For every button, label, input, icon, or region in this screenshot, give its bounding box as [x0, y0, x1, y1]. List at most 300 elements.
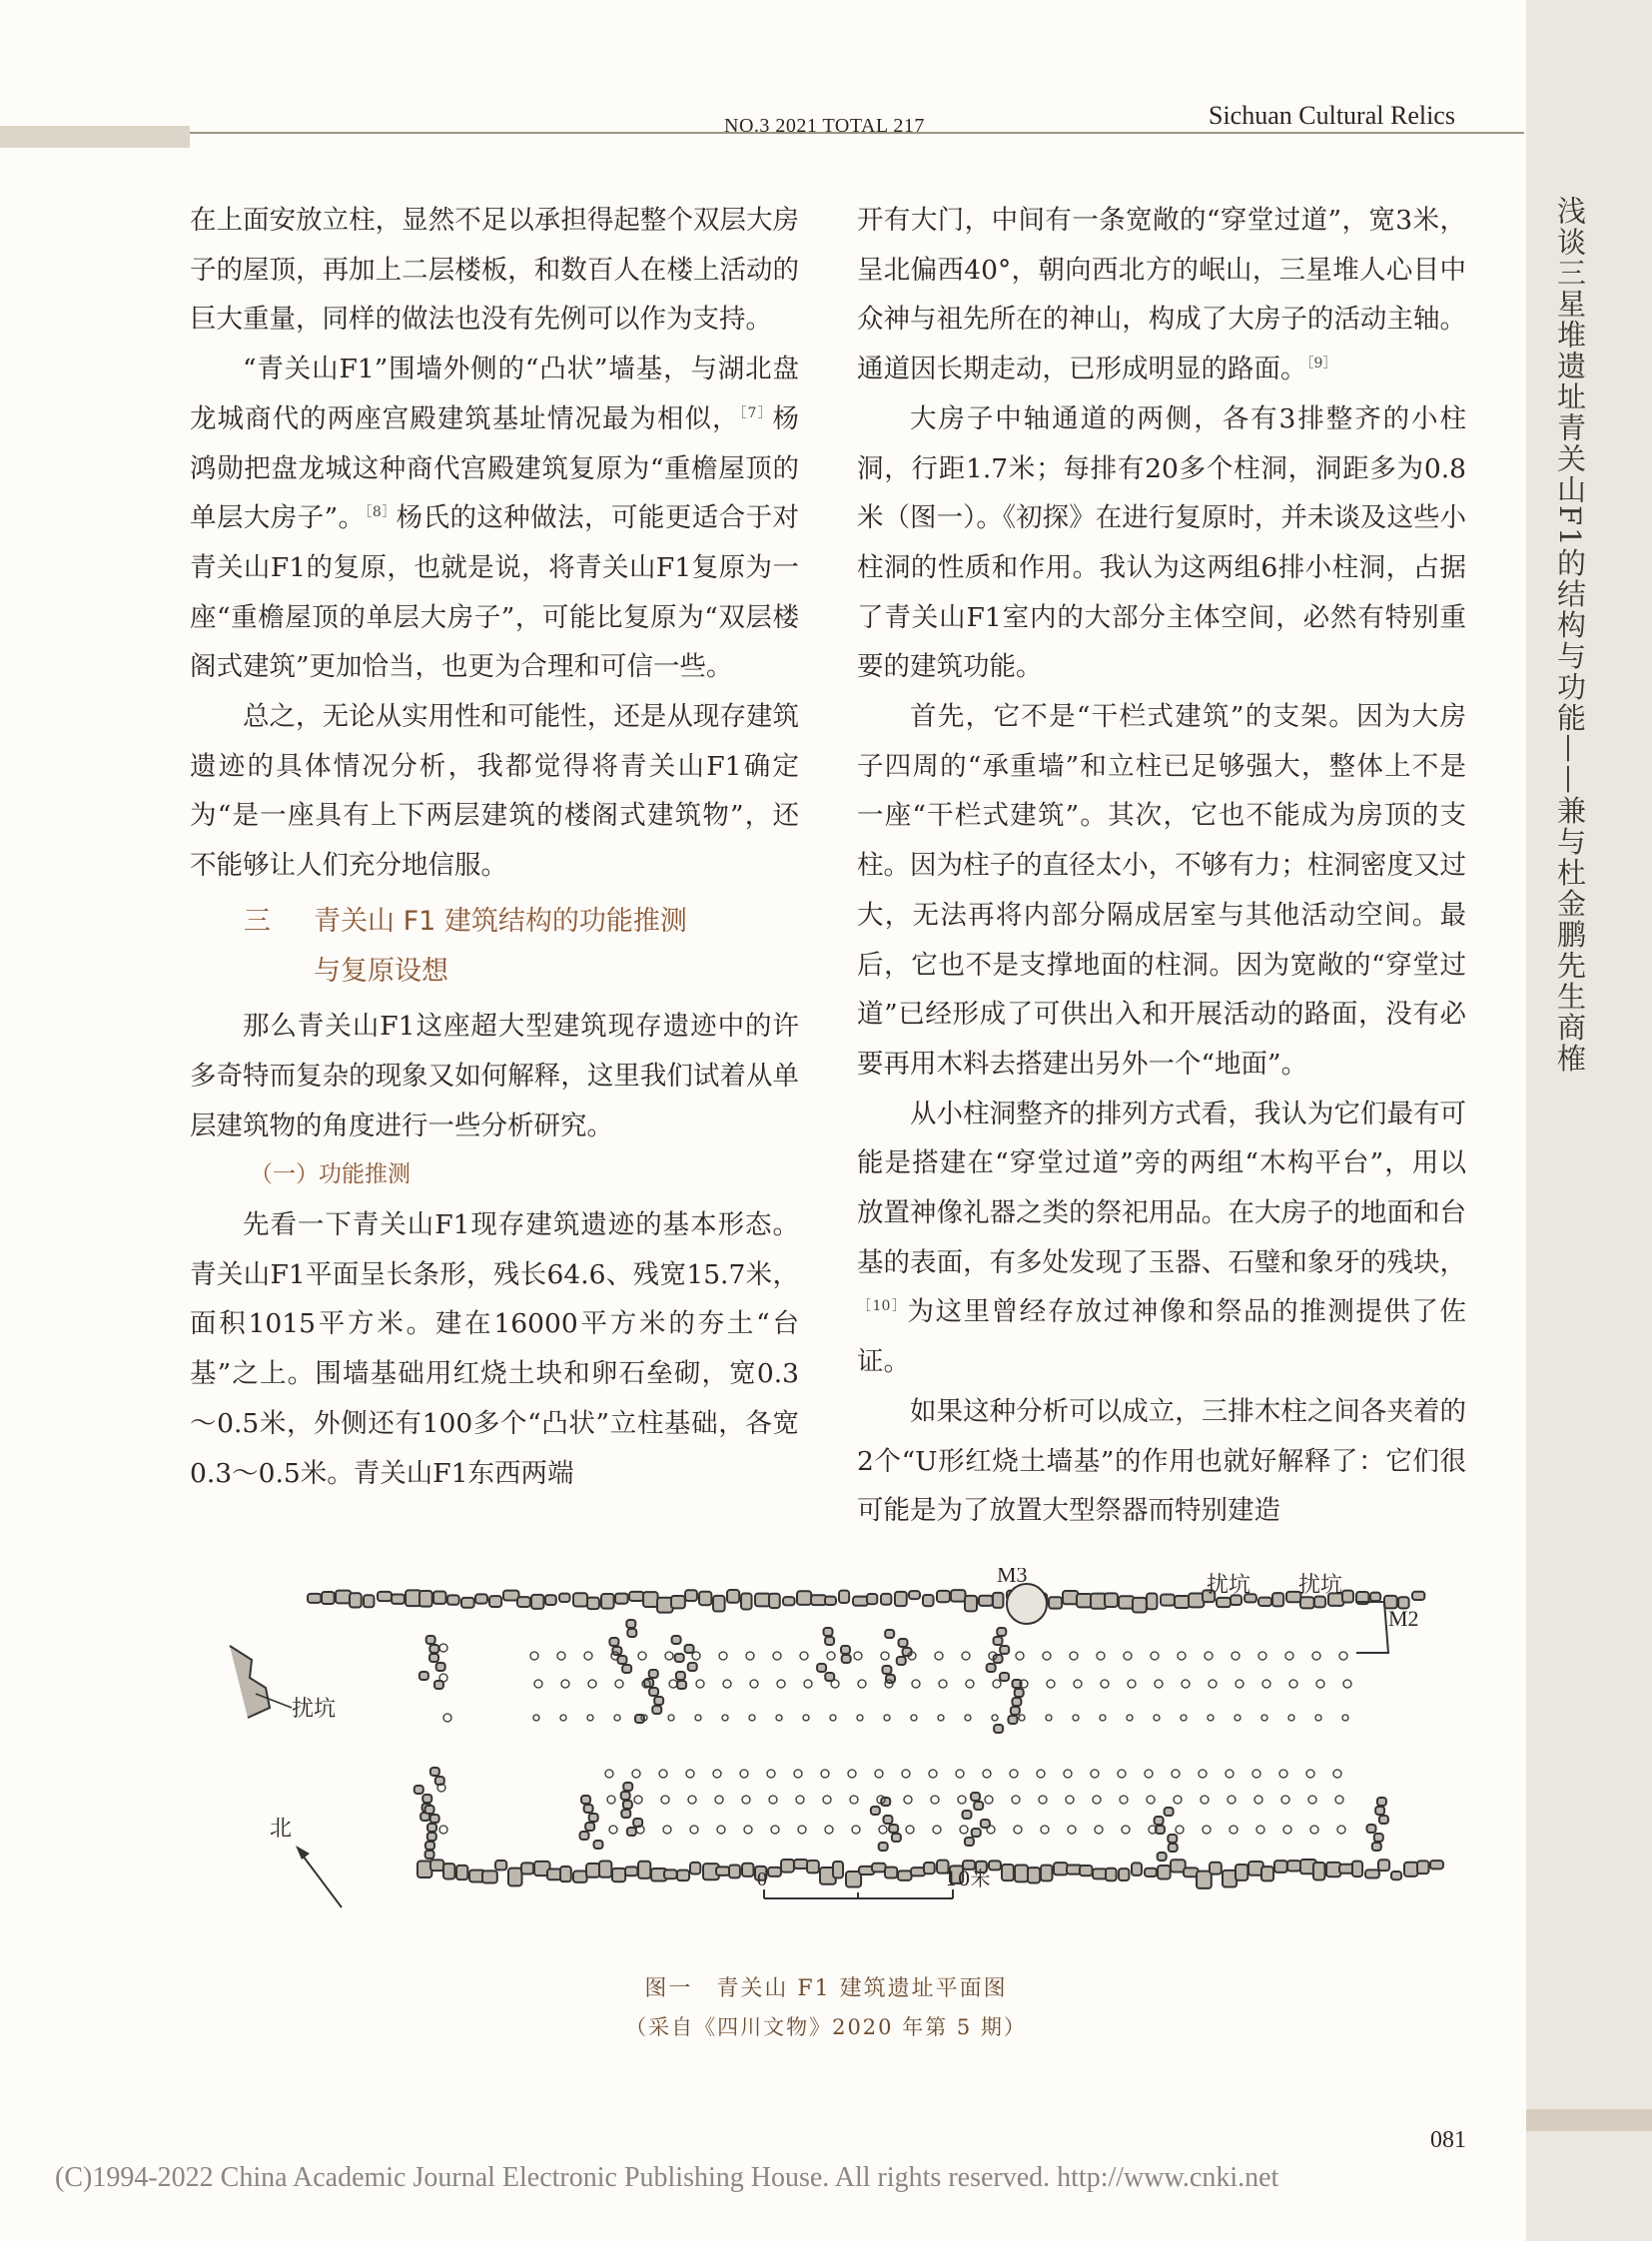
wall-stone [378, 1592, 392, 1601]
paragraph: 总之，无论从实用性和可能性，还是从现存建筑遗迹的具体情况分析，我都觉得将青关山F1确定为“是一座具有上下两层建筑的楼阁式建筑物”，还不能够让人们充分地信服。 [190, 701, 799, 882]
post-hole [985, 1796, 993, 1804]
wall-stone [1404, 1863, 1417, 1876]
wall-stone [1028, 1868, 1040, 1882]
wall-stone [1161, 1594, 1175, 1605]
section-title-line-1: 青关山 F1 建筑结构的功能推测 [314, 905, 687, 937]
post-hole [668, 1715, 674, 1721]
post-hole [723, 1680, 731, 1688]
post-hole [1016, 1652, 1024, 1660]
wall-stone [429, 1645, 438, 1653]
post-hole [1047, 1680, 1055, 1688]
post-hole [669, 1680, 677, 1688]
wall-stone [621, 1792, 630, 1800]
header-accent-bar [0, 126, 190, 148]
post-hole [1205, 1652, 1213, 1660]
wall-stone [425, 1851, 434, 1859]
wall-stone [841, 1646, 850, 1654]
wall-stone [350, 1593, 362, 1607]
post-hole [825, 1826, 833, 1834]
wall-stone [429, 1654, 438, 1662]
post-hole [1339, 1652, 1347, 1660]
post-hole [956, 1770, 964, 1778]
wall-stone [425, 1806, 434, 1814]
post-hole [1343, 1680, 1351, 1688]
wall-stone [979, 1596, 993, 1606]
post-hole [1124, 1652, 1132, 1660]
wall-stone [495, 1861, 506, 1869]
post-hole [912, 1680, 920, 1688]
wall-stone [1417, 1861, 1429, 1873]
wall-stone [1375, 1807, 1384, 1815]
post-hole [663, 1826, 671, 1834]
scale-end-label: 10米 [945, 1867, 991, 1890]
wall-stone [587, 1598, 599, 1610]
wall-stone [923, 1595, 934, 1606]
wall-stone [823, 1628, 832, 1636]
wall-stone [965, 1838, 974, 1846]
post-hole [439, 1826, 447, 1834]
post-hole [933, 1826, 941, 1834]
wall-stone [1370, 1593, 1380, 1601]
post-hole [1012, 1796, 1020, 1804]
wall-stone [1080, 1866, 1093, 1875]
post-hole [939, 1680, 947, 1688]
wall-stone [585, 1823, 594, 1831]
wall-stone [1272, 1593, 1283, 1606]
wall-stone [672, 1636, 681, 1644]
post-hole [1174, 1796, 1182, 1804]
issue-line: NO.3 2021 TOTAL 217 [724, 115, 925, 137]
post-hole [1041, 1826, 1049, 1834]
wall-stone [699, 1592, 711, 1605]
post-hole [1066, 1796, 1074, 1804]
post-hole [850, 1796, 858, 1804]
scale-zero-label: 0 [757, 1868, 767, 1890]
wall-stone [443, 1864, 454, 1878]
wall-stone [807, 1861, 819, 1872]
wall-stone [899, 1639, 908, 1647]
wall-stone [1430, 1861, 1443, 1868]
wall-stone [853, 1597, 868, 1606]
site-plan-figure [190, 1568, 1468, 1937]
post-hole [742, 1796, 750, 1804]
wall-stone [573, 1593, 587, 1606]
wall-stone [974, 1802, 983, 1810]
post-hole [857, 1715, 863, 1721]
section-heading [190, 897, 799, 996]
wall-stone [531, 1595, 543, 1609]
post-hole [692, 1652, 700, 1660]
wall-stone [989, 1861, 1001, 1869]
wall-stone [867, 1594, 877, 1604]
wall-stone [817, 1664, 826, 1672]
wall-stone [621, 1810, 630, 1818]
post-hole [744, 1826, 752, 1834]
post-hole [1333, 1770, 1341, 1778]
figure-caption: 图一 青关山 F1 建筑遗址平面图 [644, 1976, 1008, 2001]
wall-stone [871, 1807, 880, 1815]
wall-stone [951, 1590, 966, 1602]
post-hole [690, 1826, 698, 1834]
text-run: “青关山F1”围墙外侧的“凸状”墙基，与湖北盘龙城商代的两座宫殿建筑基址情况最为相似， [190, 354, 799, 434]
wall-stone [599, 1861, 611, 1876]
post-hole [1335, 1796, 1343, 1804]
post-hole [1145, 1770, 1153, 1778]
post-hole [1128, 1680, 1136, 1688]
wall-stone [517, 1597, 530, 1607]
wall-stone [584, 1805, 593, 1813]
wall-stone [1236, 1865, 1247, 1880]
post-hole [749, 1715, 755, 1721]
post-hole [688, 1796, 696, 1804]
wall-stone [885, 1868, 897, 1878]
wall-stone [1041, 1866, 1053, 1881]
citation-ref[interactable]: ［7］ [739, 404, 773, 421]
wall-stone [783, 1597, 795, 1605]
post-hole [750, 1680, 758, 1688]
wall-stone [601, 1594, 614, 1609]
post-hole [992, 1715, 998, 1721]
text-run: 为这里曾经存放过神像和祭品的推测提供了佐证。 [857, 1296, 1466, 1378]
post-hole [605, 1770, 613, 1778]
post-hole [1312, 1652, 1320, 1660]
wall-stone [889, 1825, 898, 1833]
wall-stone [322, 1592, 335, 1604]
section-title-line-2: 与复原设想 [314, 955, 448, 987]
wall-stone [690, 1863, 700, 1874]
post-hole [722, 1715, 728, 1721]
wall-stone [677, 1870, 689, 1880]
wall-stone [1379, 1816, 1388, 1824]
post-hole [1256, 1826, 1264, 1834]
wall-stone [994, 1725, 1003, 1733]
post-hole [993, 1680, 1001, 1688]
figure-source: （采自《四川文物》2020 年第 5 期） [625, 2015, 1027, 2039]
post-hole [983, 1770, 991, 1778]
post-hole [584, 1652, 592, 1660]
post-hole [1073, 1715, 1079, 1721]
post-hole [1074, 1680, 1082, 1688]
post-hole [1285, 1652, 1293, 1660]
post-hole [665, 1652, 673, 1660]
wall-stone [1132, 1863, 1142, 1875]
wall-stone [881, 1594, 891, 1605]
wall-stone [489, 1596, 501, 1607]
post-hole [1037, 1770, 1045, 1778]
post-hole [821, 1770, 829, 1778]
wall-stone [1015, 1689, 1024, 1697]
wall-stone [971, 1793, 980, 1801]
paragraph [857, 196, 1466, 394]
wall-stone [425, 1842, 434, 1850]
wall-stone [671, 1596, 685, 1608]
wall-stone [713, 1596, 725, 1612]
post-hole [614, 1715, 620, 1721]
west-wall-fragment [230, 1646, 270, 1718]
wall-stone [994, 1637, 1003, 1645]
post-hole [777, 1680, 785, 1688]
wall-stone [879, 1843, 888, 1851]
wall-stone [364, 1595, 374, 1607]
scale-bar [764, 1889, 953, 1898]
post-hole [740, 1770, 748, 1778]
post-hole [904, 1796, 912, 1804]
wall-stone [892, 1834, 901, 1842]
running-title: 浅谈三星堆遗址青关山F1的结构与功能——兼与杜金鹏先生商榷 [1553, 196, 1587, 1075]
post-hole [803, 1715, 809, 1721]
post-hole [659, 1770, 667, 1778]
paragraph: 先看一下青关山F1现存建筑遗迹的基本形态。青关山F1平面呈长条形，残长64.6、残宽15.7米，面积1015平方米。建在16000平方米的夯土“台基”之上。围墙基础用红烧土块和卵石垒砌，宽0.3～0.5米，外侧还有100多个“凸状”立柱基础，各宽0.3～0.5米。青关山F1东西两端 [190, 1209, 799, 1489]
post-hole [767, 1770, 775, 1778]
post-hole [1254, 1796, 1262, 1804]
wall-stone [685, 1645, 694, 1653]
wall-stone [1008, 1716, 1017, 1724]
post-hole [769, 1796, 777, 1804]
wall-stone [419, 1591, 432, 1607]
wall-stone [885, 1630, 894, 1638]
north-arrow-icon [296, 1846, 342, 1907]
post-hole [439, 1644, 447, 1652]
post-hole [1120, 1796, 1128, 1804]
wall-stone [987, 1664, 996, 1672]
wall-stone [1012, 1698, 1021, 1706]
post-hole [1095, 1826, 1103, 1834]
wall-stone [1147, 1594, 1157, 1610]
wall-stone [1352, 1862, 1362, 1876]
wall-stone [886, 1675, 895, 1683]
wall-stone [654, 1697, 663, 1705]
post-hole [879, 1826, 887, 1834]
post-hole [965, 1715, 971, 1721]
post-hole [1281, 1796, 1289, 1804]
post-hole [1209, 1680, 1217, 1688]
wall-stone [794, 1860, 808, 1868]
post-hole [1252, 1770, 1260, 1778]
wall-stone [1133, 1598, 1147, 1613]
left-column [190, 196, 799, 1498]
wall-stone [1158, 1866, 1171, 1878]
wall-stone [456, 1866, 467, 1879]
post-hole [1226, 1770, 1234, 1778]
post-hole [1316, 1680, 1324, 1688]
post-hole [911, 1715, 917, 1721]
wall-stone [1049, 1597, 1062, 1608]
paragraph: 首先，它不是“干栏式建筑”的支架。因为大房子四周的“承重墙”和立柱已足够强大，整体上不是一座“干栏式建筑”。其次，它也不能成为房顶的支柱。因为柱子的直径太小，不够有力；柱洞密度又过大，无法再将内部分隔成居室与其他活动空间。最后，它也不是支撑地面的柱洞。因为宽敞的“穿堂过道”已经形成了可供出入和开展活动的路面，没有必要再用木料去搭建出另外一个“地面”。 [857, 701, 1466, 1080]
post-hole [1203, 1826, 1211, 1834]
citation-ref[interactable]: ［8］ [365, 504, 397, 521]
wall-stone [336, 1591, 351, 1604]
post-hole [1306, 1770, 1314, 1778]
wall-stone [881, 1798, 890, 1806]
wall-stone [676, 1672, 685, 1680]
post-hole [1288, 1715, 1294, 1721]
post-hole [534, 1680, 542, 1688]
wall-stone [419, 1672, 428, 1680]
paragraph [857, 1090, 1466, 1387]
post-hole [804, 1680, 812, 1688]
paragraph: 在上面安放立柱，显然不足以承担得起整个双层大房子的屋顶，再加上二层楼板，和数百人在楼上活动的巨大重量，同样的做法也没有先例可以作为支持。 [190, 205, 799, 336]
wall-stone [797, 1591, 811, 1605]
wall-stone [589, 1814, 598, 1822]
post-hole [695, 1715, 701, 1721]
wall-stone [1169, 1844, 1178, 1852]
copyright-notice: (C)1994-2022 China Academic Journal Electronic Publishing House. All rights reserved. http://www.cnki.net [55, 2162, 1279, 2193]
wall-stone [1287, 1861, 1300, 1870]
post-hole [686, 1770, 694, 1778]
post-hole [1100, 1715, 1106, 1721]
wall-stone [1197, 1871, 1212, 1888]
wall-stone [615, 1594, 628, 1604]
wall-stone [1367, 1825, 1376, 1833]
post-hole [1308, 1796, 1316, 1804]
citation-ref[interactable]: ［10］ [857, 1298, 908, 1315]
wall-stone [414, 1786, 423, 1794]
post-hole [1010, 1770, 1018, 1778]
post-hole [852, 1826, 860, 1834]
post-hole [938, 1715, 944, 1721]
wall-stone [1314, 1597, 1325, 1608]
wall-stone [427, 1824, 436, 1832]
post-hole [1147, 1796, 1155, 1804]
wall-stone [937, 1591, 950, 1602]
post-hole [719, 1652, 727, 1660]
text-run: 杨鸿勋把盘龙城这种商代宫殿建筑复原为“重檐屋顶的单层大房子”。 [190, 402, 799, 534]
wall-stone [1119, 1868, 1129, 1880]
post-hole [776, 1715, 782, 1721]
post-hole [1201, 1796, 1209, 1804]
wall-stone [1372, 1843, 1381, 1851]
post-hole [1151, 1652, 1159, 1660]
post-hole [1155, 1680, 1163, 1688]
post-hole [771, 1826, 779, 1834]
post-hole [1118, 1770, 1126, 1778]
post-hole [588, 1680, 596, 1688]
post-hole [854, 1652, 862, 1660]
wall-stone [1105, 1593, 1118, 1607]
post-hole [1093, 1796, 1101, 1804]
wall-stone [742, 1864, 753, 1876]
post-hole [1262, 1680, 1270, 1688]
wall-stone [426, 1636, 435, 1644]
wall-stone [612, 1647, 621, 1655]
wall-stone [625, 1867, 637, 1875]
wall-stone [1412, 1592, 1424, 1600]
wall-stone [963, 1811, 972, 1819]
wall-stone [1313, 1863, 1324, 1879]
wall-stone [475, 1594, 487, 1603]
post-hole [609, 1826, 617, 1834]
wall-stone [623, 1801, 632, 1809]
wall-stone [573, 1871, 587, 1882]
citation-ref[interactable]: ［9］ [1306, 356, 1337, 373]
wall-stone [781, 1860, 794, 1872]
wall-stone [997, 1628, 1006, 1636]
post-hole [929, 1770, 937, 1778]
post-hole [587, 1715, 593, 1721]
paragraph [190, 345, 799, 692]
journal-name: Sichuan Cultural Relics [1209, 101, 1455, 130]
post-hole [632, 1770, 640, 1778]
wall-stone [447, 1595, 459, 1604]
paragraph: 大房子中轴通道的两侧，各有3排整齐的小柱洞，行距1.7米；每排有20多个柱洞，洞距多为0.8米（图一）。《初探》在进行复原时，并未谈及这些小柱洞的性质和作用。我认为这两组6排小柱洞，占据了青关山F1室内的大部分主体空间，必然有特别重要的建筑功能。 [857, 402, 1466, 683]
post-hole [1178, 1652, 1186, 1660]
post-hole [1283, 1826, 1291, 1834]
post-hole [561, 1680, 569, 1688]
post-hole [881, 1652, 889, 1660]
wall-stone [433, 1592, 446, 1604]
wall-stone [883, 1816, 892, 1824]
post-hole [1279, 1770, 1287, 1778]
post-hole [533, 1715, 539, 1721]
post-hole [800, 1652, 808, 1660]
post-hole [1046, 1715, 1052, 1721]
post-hole [1064, 1770, 1072, 1778]
right-column [857, 196, 1466, 1536]
post-hole [1154, 1715, 1160, 1721]
post-hole [1172, 1770, 1180, 1778]
wall-stone [741, 1594, 752, 1610]
wall-stone [675, 1654, 684, 1662]
post-hole [1228, 1796, 1236, 1804]
post-hole [1181, 1715, 1187, 1721]
wall-stone [430, 1815, 439, 1823]
wall-stone [755, 1594, 770, 1607]
wall-stone [1015, 1866, 1028, 1882]
wall-stone [1168, 1835, 1177, 1843]
post-hole [931, 1796, 939, 1804]
wall-stone [1274, 1861, 1287, 1872]
wall-stone [1155, 1817, 1164, 1825]
post-hole [439, 1674, 447, 1682]
post-hole [960, 1826, 968, 1834]
wall-stone [1365, 1869, 1379, 1877]
post-hole [715, 1796, 723, 1804]
wall-stone [1217, 1598, 1231, 1607]
post-hole [966, 1680, 974, 1688]
wall-stone [825, 1597, 836, 1605]
post-hole [1199, 1770, 1207, 1778]
post-hole [1176, 1826, 1184, 1834]
post-hole [560, 1715, 566, 1721]
wall-stone [436, 1663, 445, 1671]
text-run: 杨氏的这种做法，可能更适合于对青关山F1的复原，也就是说，将青关山F1复原为一座“重檐屋顶的单层大房子”，可能比复原为“双层楼阁式建筑”更加恰当，也更为合理和可信一些。 [190, 502, 799, 683]
wall-stone [1261, 1867, 1273, 1880]
post-hole [1230, 1826, 1238, 1834]
post-hole [987, 1826, 995, 1834]
post-hole [1127, 1715, 1133, 1721]
wall-stone [839, 1591, 849, 1603]
wall-stone [580, 1832, 589, 1840]
post-hole [906, 1826, 914, 1834]
post-hole [713, 1770, 721, 1778]
post-hole [557, 1652, 565, 1660]
paragraph: 如果这种分析可以成立，三排木柱之间各夹着的2个“U形红烧土墙基”的作用也就好解释了：它们很可能是为了放置大型祭器而特别建造 [857, 1395, 1466, 1527]
wall-stone [1374, 1834, 1383, 1842]
wall-stone [626, 1620, 635, 1628]
wall-stone [392, 1594, 405, 1603]
wall-stone [622, 1665, 631, 1673]
wall-stone [427, 1833, 436, 1841]
wall-stone [461, 1598, 474, 1608]
section-number: 三 [244, 905, 271, 937]
m3-label: M3 [997, 1568, 1028, 1587]
wall-stone [1158, 1853, 1167, 1861]
wall-stone [643, 1592, 658, 1607]
wall-stone [627, 1828, 636, 1836]
paragraph: 那么青关山F1这座超大型建筑现存遗迹中的许多奇特而复杂的现象又如何解释，这里我们试着从单层建筑物的角度进行一些分析研究。 [190, 1011, 799, 1141]
wall-stone [825, 1673, 834, 1681]
post-hole [1289, 1680, 1297, 1688]
